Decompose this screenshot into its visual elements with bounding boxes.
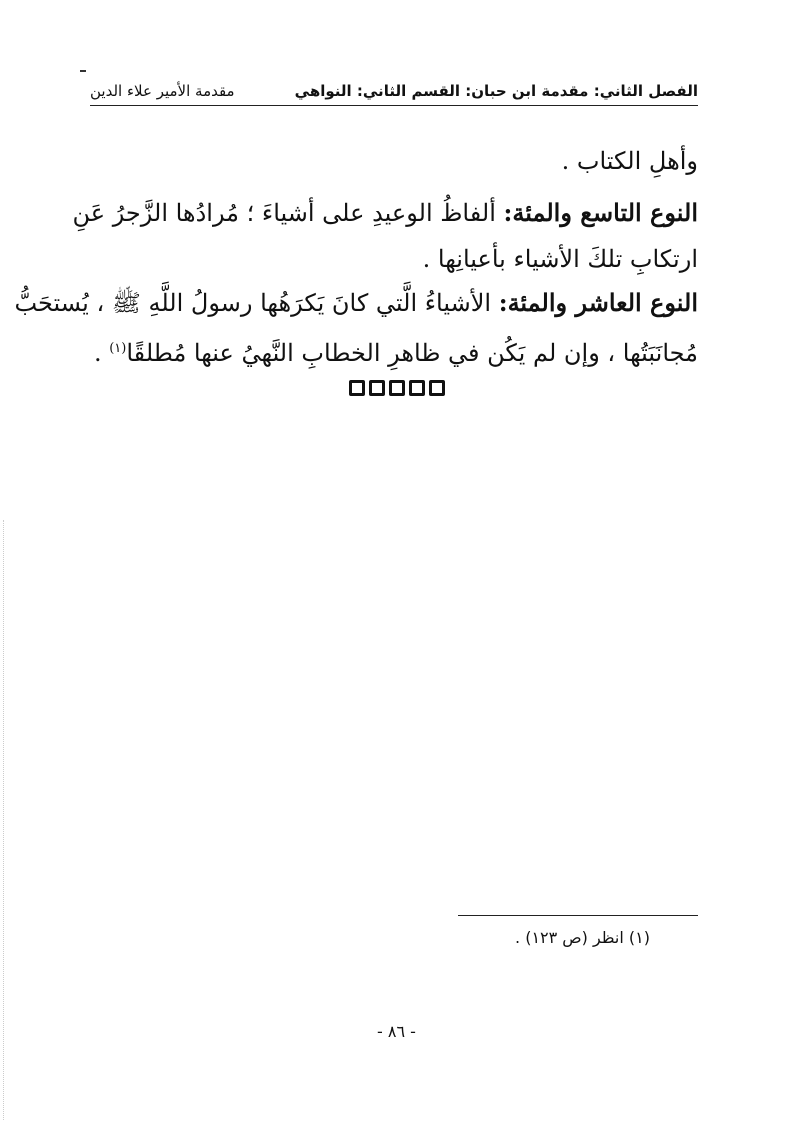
paragraph-text: ألفاظُ الوعيدِ على أشياءَ ؛ مُرادُها الزَّجرُ عَنِ bbox=[72, 199, 496, 227]
footnote: (١) انظر (ص ١٢٣) . bbox=[515, 928, 650, 947]
separator-square bbox=[429, 380, 445, 396]
chapter-title: الفصل الثاني: مقدمة ابن حبان: القسم الثاني: النواهي bbox=[294, 82, 698, 100]
paragraph-1 bbox=[90, 138, 698, 184]
page-number: - ٨٦ - bbox=[377, 1022, 416, 1041]
section-separator bbox=[0, 380, 793, 396]
paragraph-3 bbox=[14, 280, 698, 376]
footnote-reference: (١) bbox=[109, 341, 127, 356]
paragraph-text: مُجانَبَتُها ، وإن لم يَكُن في ظاهرِ الخطابِ النَّهيُ عنها مُطلقًا bbox=[126, 339, 698, 367]
running-header bbox=[90, 76, 698, 106]
paragraph-line bbox=[14, 280, 698, 326]
book-title: مقدمة الأمير علاء الدين bbox=[90, 82, 235, 100]
paragraph-line: ارتكابِ تلكَ الأشياء بأعيانِها . bbox=[422, 245, 698, 273]
margin-mark bbox=[80, 70, 86, 72]
scan-edge bbox=[3, 520, 4, 1120]
section-heading: النوع التاسع والمئة: bbox=[503, 198, 698, 227]
header-rule bbox=[90, 105, 698, 106]
paragraph-end: . bbox=[93, 339, 110, 367]
paragraph-line bbox=[72, 190, 698, 236]
separator-square bbox=[409, 380, 425, 396]
paragraph-2 bbox=[72, 190, 698, 282]
separator-square bbox=[349, 380, 365, 396]
separator-square bbox=[369, 380, 385, 396]
footnote-rule bbox=[458, 915, 698, 916]
paragraph-line: وأهلِ الكتاب . bbox=[561, 147, 698, 175]
section-heading: النوع العاشر والمئة: bbox=[498, 288, 698, 317]
paragraph-line bbox=[90, 326, 698, 376]
separator-square bbox=[389, 380, 405, 396]
paragraph-text: الأشياءُ الَّتي كانَ يَكرَهُها رسولُ اللَّهِ ﷺ ، يُستحَبُّ bbox=[14, 289, 492, 317]
